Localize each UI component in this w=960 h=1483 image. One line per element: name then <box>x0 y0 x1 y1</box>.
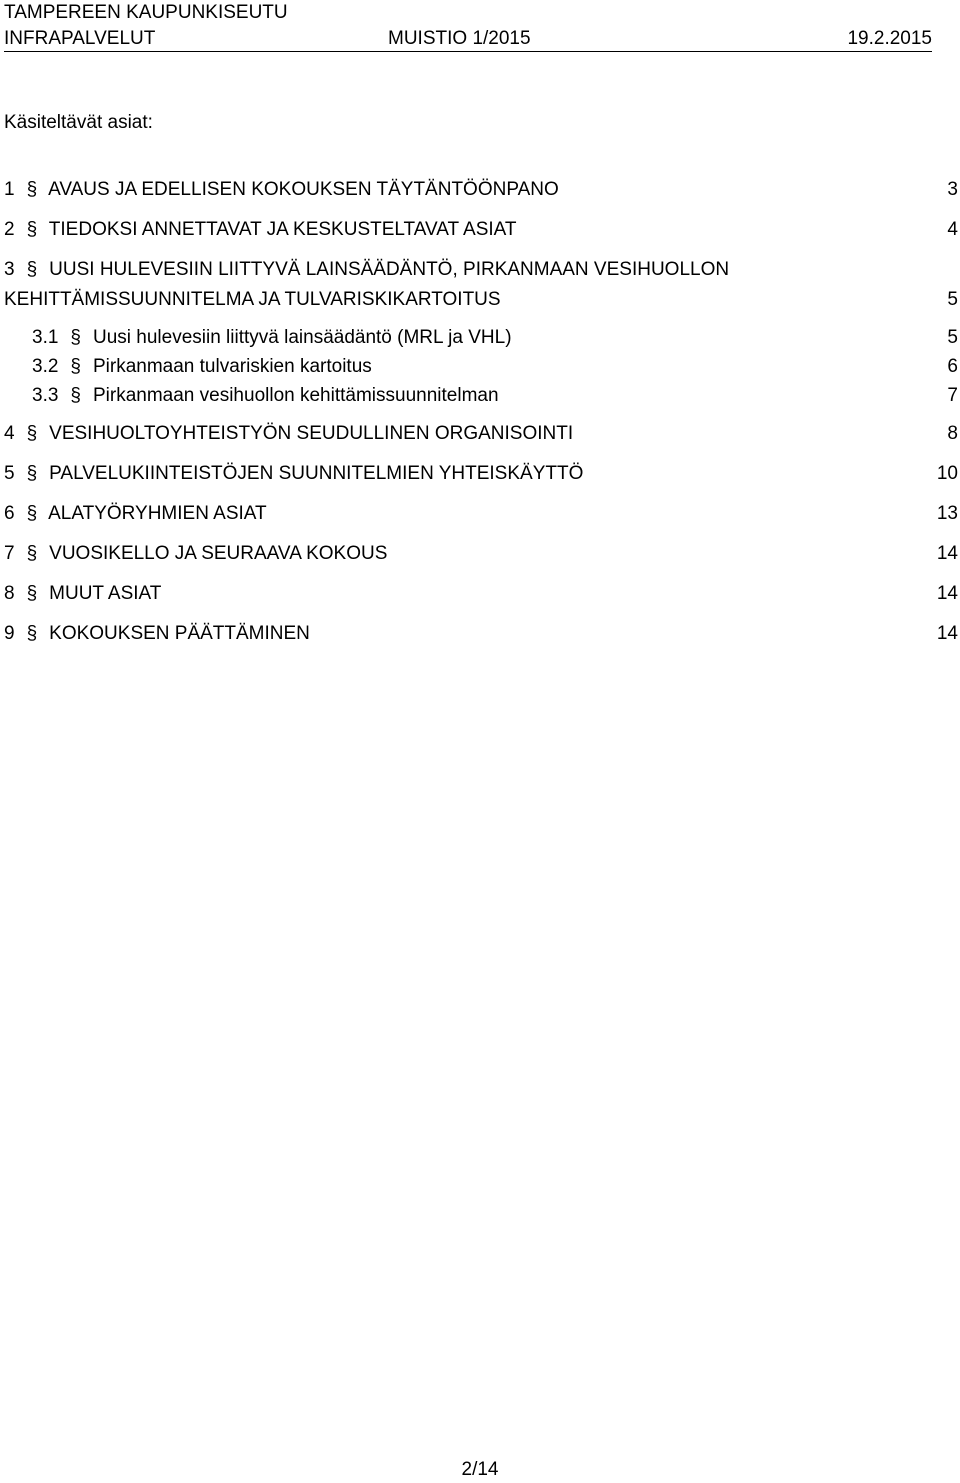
section-symbol: § <box>26 259 38 280</box>
section-symbol: § <box>70 356 81 377</box>
toc-entry-text: Pirkanmaan vesihuollon kehittämissuunnitelman <box>92 385 499 406</box>
toc-entry-page: 14 <box>936 583 958 604</box>
toc-entry-number: 2 <box>4 219 15 240</box>
section-symbol: § <box>26 503 38 524</box>
toc-entry-number: 7 <box>4 543 15 564</box>
toc-entry-page: 6 <box>947 356 958 377</box>
toc-entry-page: 4 <box>947 219 958 240</box>
toc-entry-text: KOKOUKSEN PÄÄTTÄMINEN <box>49 623 310 644</box>
section-symbol: § <box>26 583 38 604</box>
toc-entry-page: 8 <box>947 423 958 444</box>
toc-entry-number: 9 <box>4 623 15 644</box>
toc-entry-text: MUUT ASIAT <box>49 583 162 604</box>
toc-entry-page: 7 <box>947 385 958 406</box>
header-date: 19.2.2015 <box>847 28 932 49</box>
toc-entry-text: ALATYÖRYHMIEN ASIAT <box>48 503 267 524</box>
section-symbol: § <box>26 463 38 484</box>
section-symbol: § <box>26 423 38 444</box>
toc-entry-3[interactable] <box>4 257 958 313</box>
toc-entry-3-1[interactable] <box>32 325 958 351</box>
toc-entry-text: Uusi hulevesiin liittyvä lainsäädäntö (MRL ja VHL) <box>92 327 512 348</box>
toc-entry-9[interactable] <box>4 621 958 647</box>
toc-entry-number: 1 <box>4 179 15 200</box>
toc-entry-page: 14 <box>936 623 958 644</box>
toc-entry-number: 8 <box>4 583 15 604</box>
toc-entry-page: 5 <box>947 327 958 348</box>
section-symbol: § <box>26 179 38 200</box>
toc-entry-number: 3.1 <box>32 327 59 348</box>
toc-entry-page: 3 <box>947 179 958 200</box>
toc-entry-7[interactable] <box>4 541 958 567</box>
toc-entry-number: 3.3 <box>32 385 59 406</box>
toc-entry-text: UUSI HULEVESIIN LIITTYVÄ LAINSÄÄDÄNTÖ, PIRKANMAAN VESIHUOLLON <box>49 259 730 280</box>
page-number: 2/14 <box>461 1459 499 1480</box>
toc-entry-page: 5 <box>947 289 958 310</box>
toc-entry-number: 3 <box>4 259 15 280</box>
toc-entry-1[interactable] <box>4 177 958 203</box>
section-symbol: § <box>26 623 38 644</box>
toc-entry-number: 4 <box>4 423 15 444</box>
toc-entry-text: VESIHUOLTOYHTEISTYÖN SEUDULLINEN ORGANISOINTI <box>49 423 574 444</box>
toc-entry-text: AVAUS JA EDELLISEN KOKOUKSEN TÄYTÄNTÖÖNPANO <box>48 179 559 200</box>
toc-entry-text: Pirkanmaan tulvariskien kartoitus <box>92 356 372 377</box>
section-symbol: § <box>70 327 81 348</box>
toc-entry-text: TIEDOKSI ANNETTAVAT JA KESKUSTELTAVAT ASIAT <box>48 219 517 240</box>
toc-entry-2[interactable] <box>4 217 958 243</box>
toc-entry-text: PALVELUKIINTEISTÖJEN SUUNNITELMIEN YHTEISKÄYTTÖ <box>49 463 584 484</box>
header-department: INFRAPALVELUT <box>4 28 156 49</box>
table-of-contents <box>4 0 958 1483</box>
toc-entry-number: 5 <box>4 463 15 484</box>
toc-entry-page: 13 <box>936 503 958 524</box>
toc-entry-6[interactable] <box>4 501 958 527</box>
toc-entry-page: 10 <box>936 463 958 484</box>
header-document-id: MUISTIO 1/2015 <box>388 28 531 49</box>
toc-entry-text-continued: KEHITTÄMISSUUNNITELMA JA TULVARISKIKARTOITUS <box>4 289 501 310</box>
toc-entry-text: VUOSIKELLO JA SEURAAVA KOKOUS <box>49 543 388 564</box>
toc-entry-page: 14 <box>936 543 958 564</box>
toc-entry-4[interactable] <box>4 421 958 447</box>
toc-entry-number: 6 <box>4 503 15 524</box>
toc-entry-8[interactable] <box>4 581 958 607</box>
section-symbol: § <box>26 219 38 240</box>
toc-title: Käsiteltävät asiat: <box>4 112 153 133</box>
toc-entry-3-2[interactable] <box>32 354 958 380</box>
toc-entry-5[interactable] <box>4 461 958 487</box>
section-symbol: § <box>70 385 81 406</box>
header-organization: TAMPEREEN KAUPUNKISEUTU <box>4 2 288 23</box>
section-symbol: § <box>26 543 38 564</box>
toc-entry-3-3[interactable] <box>32 383 958 409</box>
toc-entry-number: 3.2 <box>32 356 59 377</box>
